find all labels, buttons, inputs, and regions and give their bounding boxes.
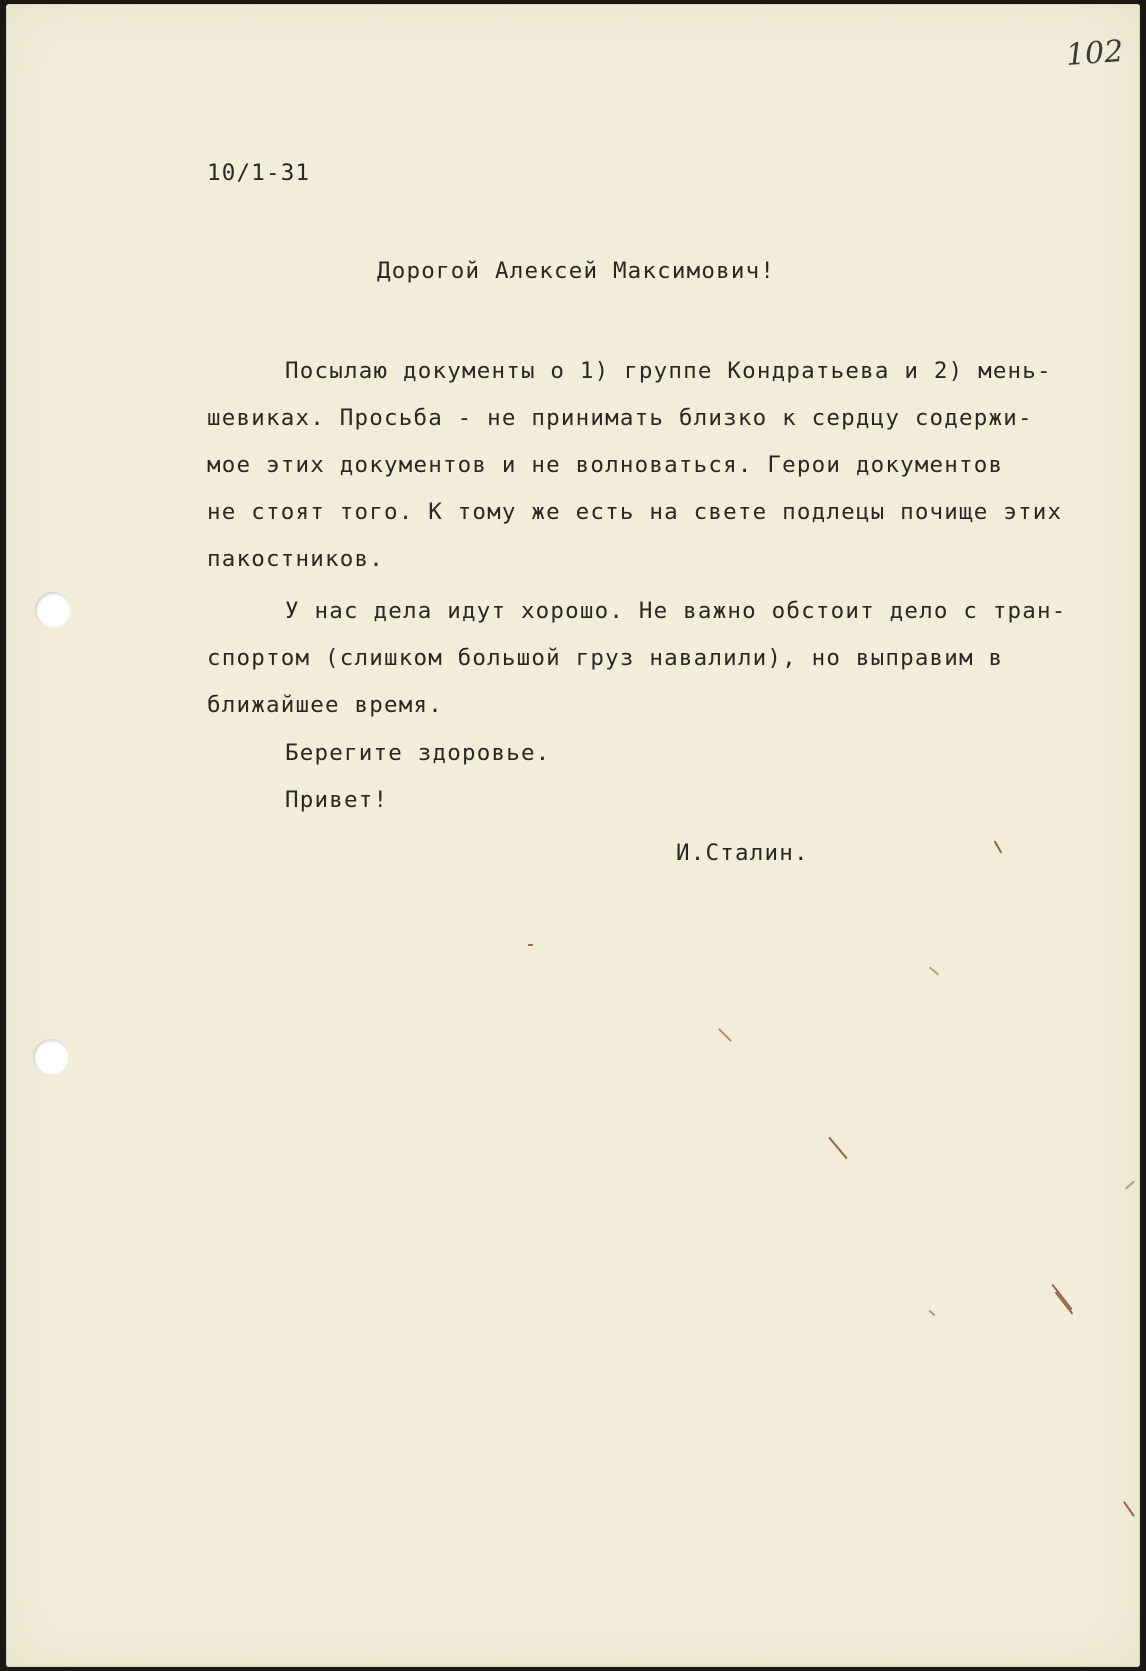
paper-mark [929,966,939,975]
body-line: Берегите здоровье. [285,740,551,766]
paper-mark [718,1028,732,1042]
archive-page-number: 102 [1064,34,1125,73]
paper-mark [1051,1284,1072,1310]
paper-mark [828,1137,848,1160]
letter-date: 10/1-31 [207,160,311,186]
paper-mark [1055,1291,1074,1314]
paper-mark [928,1310,935,1317]
body-line: мое этих документов и не волноваться. Герои документов [207,452,1004,478]
body-line: пакостников. [207,546,384,572]
body-line: ближайшее время. [207,692,443,718]
body-line: У нас дела идут хорошо. Не важно обстоит дело с тран- [285,598,1067,624]
body-line: не стоят того. К тому же есть на свете подлецы почище этих [207,499,1063,525]
paper-mark [1123,1501,1135,1517]
letter-page [6,4,1140,1667]
punch-hole-top [35,592,71,628]
letter-salutation: Дорогой Алексей Максимович! [377,258,776,284]
body-line: Привет! [285,787,389,813]
body-line: спортом (слишком большой груз навалили), но выправим в [207,645,1004,671]
letter-signature: И.Сталин. [676,840,809,866]
paper-mark [528,944,533,946]
paper-mark [1125,1180,1135,1189]
body-line: шевиках. Просьба - не принимать близко к сердцу содержи- [207,405,1033,431]
paper-mark [994,840,1003,853]
body-line: Посылаю документы о 1) группе Кондратьева и 2) мень- [285,358,1052,384]
punch-hole-bottom [33,1039,69,1075]
